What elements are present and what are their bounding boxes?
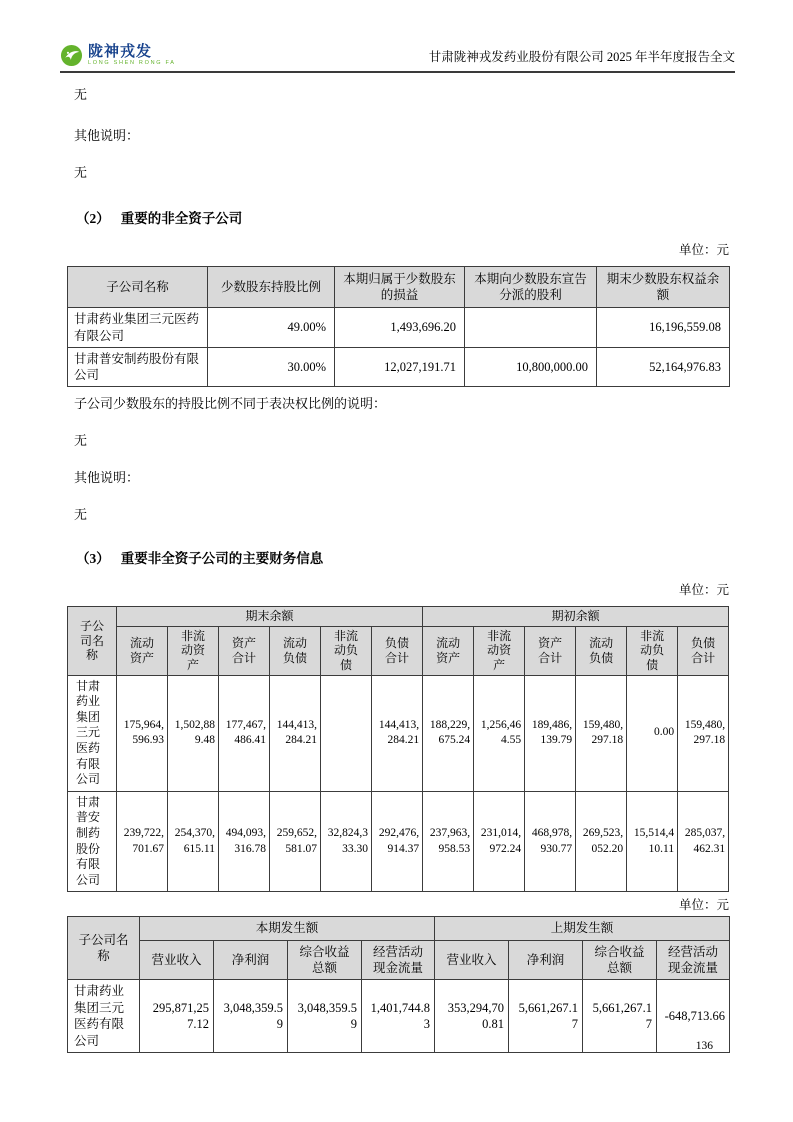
unit-label-1: 单位：元 (678, 242, 729, 257)
table-header-row (68, 266, 730, 308)
col-total-comprehensive-income: 综合收益总额 (288, 940, 362, 980)
value-cell: 5,661,267.17 (509, 980, 583, 1053)
value-cell: 144,413,284.21 (270, 675, 321, 791)
company-logo (60, 44, 176, 67)
value-cell (321, 675, 372, 791)
value-cell: 1,256,464.55 (474, 675, 525, 791)
value-cell: 144,413,284.21 (372, 675, 423, 791)
table-row (68, 980, 730, 1053)
col-operating-cash-flow: 经营活动现金流量 (657, 940, 730, 980)
subsidiary-name-cell: 甘肃药业集团三元医药有限公司 (68, 675, 117, 791)
equity-cell: 16,196,559.08 (597, 308, 730, 348)
col-total-comprehensive-income: 综合收益总额 (583, 940, 657, 980)
value-cell: 285,037,462.31 (678, 791, 729, 892)
corner-subsidiary-name: 子公司名称 (68, 917, 140, 980)
equity-cell: 52,164,976.83 (597, 347, 730, 387)
col-operating-cash-flow: 经营活动现金流量 (362, 940, 435, 980)
value-cell: 292,476,914.37 (372, 791, 423, 892)
section-2-title: 重要的非全资子公司 (120, 210, 243, 226)
value-cell: 353,294,700.81 (435, 980, 509, 1053)
logo-text (88, 44, 176, 67)
none-text-3: 无 (74, 433, 88, 449)
section-3-title: 重要非全资子公司的主要财务信息 (120, 551, 324, 567)
ratio-cell: 30.00% (208, 347, 335, 387)
value-cell: 159,480,297.18 (678, 675, 729, 791)
col-noncurrent-liabilities: 非流动负债 (321, 626, 372, 675)
value-cell: 239,722,701.67 (117, 791, 168, 892)
unit-label-2: 单位：元 (678, 583, 729, 598)
subsidiary-balance-table (67, 606, 729, 892)
value-cell: 1,502,889.48 (168, 675, 219, 791)
voting-ratio-note: 子公司少数股东的持股比例不同于表决权比例的说明： (74, 396, 387, 412)
col-noncurrent-assets: 非流动资产 (168, 626, 219, 675)
other-note-label-2: 其他说明： (74, 470, 140, 486)
subsidiary-name-cell: 甘肃药业集团三元医药有限公司 (68, 308, 208, 348)
value-cell: 254,370,615.11 (168, 791, 219, 892)
page-header (60, 0, 735, 73)
subsidiary-name-cell: 甘肃普安制药股份有限公司 (68, 347, 208, 387)
value-cell: 0.00 (627, 675, 678, 791)
unit-label-3: 单位：元 (678, 898, 729, 913)
value-cell: 175,964,596.93 (117, 675, 168, 791)
none-text-2: 无 (74, 164, 88, 180)
value-cell: 259,652,581.07 (270, 791, 321, 892)
table-row (68, 347, 730, 387)
dividend-cell (465, 308, 597, 348)
value-cell: 237,963,958.53 (423, 791, 474, 892)
col-current-assets: 流动资产 (117, 626, 168, 675)
section-3-heading (76, 547, 729, 567)
value-cell: -648,713.66 (657, 980, 730, 1053)
col-current-liabilities: 流动负债 (576, 626, 627, 675)
profit-cell: 12,027,191.71 (335, 347, 465, 387)
profit-cell: 1,493,696.20 (335, 308, 465, 348)
group-beginning-balance: 期初余额 (423, 607, 729, 627)
none-text-1: 无 (74, 87, 88, 102)
value-cell: 15,514,410.11 (627, 791, 678, 892)
col-net-profit: 净利润 (509, 940, 583, 980)
value-cell: 494,093,316.78 (219, 791, 270, 892)
col-total-assets: 资产合计 (219, 626, 270, 675)
col-current-liabilities: 流动负债 (270, 626, 321, 675)
table-row (68, 675, 729, 791)
value-cell: 159,480,297.18 (576, 675, 627, 791)
value-cell: 177,467,486.41 (219, 675, 270, 791)
logo-name-cn: 陇神戎发 (88, 43, 153, 61)
table-row (68, 791, 729, 892)
page-number: 136 (695, 1040, 713, 1052)
col-total-liabilities: 负债合计 (678, 626, 729, 675)
value-cell: 32,824,333.30 (321, 791, 372, 892)
group-ending-balance: 期末余额 (117, 607, 423, 627)
group-current-period: 本期发生额 (140, 917, 435, 940)
value-cell: 189,486,139.79 (525, 675, 576, 791)
col-minority-profit: 本期归属于少数股东的损益 (335, 266, 465, 308)
col-operating-revenue: 营业收入 (140, 940, 214, 980)
col-current-assets: 流动资产 (423, 626, 474, 675)
col-noncurrent-assets: 非流动资产 (474, 626, 525, 675)
col-ending-equity: 期末少数股东权益余额 (597, 266, 730, 308)
other-note-label-1: 其他说明： (74, 127, 140, 143)
group-prior-period: 上期发生额 (435, 917, 730, 940)
logo-name-en: LONG SHEN RONG FA (88, 60, 176, 67)
col-operating-revenue: 营业收入 (435, 940, 509, 980)
value-cell: 468,978,930.77 (525, 791, 576, 892)
value-cell: 5,661,267.17 (583, 980, 657, 1053)
table-subheader-row (68, 626, 729, 675)
value-cell: 295,871,257.12 (140, 980, 214, 1053)
subsidiary-name-cell: 甘肃普安制药股份有限公司 (68, 791, 117, 892)
col-total-liabilities: 负债合计 (372, 626, 423, 675)
col-declared-dividend: 本期向少数股东宣告分派的股利 (465, 266, 597, 308)
table-group-header-row (68, 607, 729, 627)
section-2-heading (76, 207, 729, 227)
report-title: 甘肃陇神戎发药业股份有限公司 2025 年半年度报告全文 (428, 50, 735, 64)
subsidiary-income-table (67, 916, 730, 1053)
table-subheader-row (68, 940, 730, 980)
dividend-cell: 10,800,000.00 (465, 347, 597, 387)
table-group-header-row (68, 917, 730, 940)
section-3-number: （3） (76, 551, 110, 567)
col-minority-ratio: 少数股东持股比例 (208, 266, 335, 308)
logo-bird-icon (60, 44, 83, 67)
none-text-4: 无 (74, 507, 88, 523)
col-noncurrent-liabilities: 非流动负债 (627, 626, 678, 675)
value-cell: 188,229,675.24 (423, 675, 474, 791)
table-row (68, 308, 730, 348)
value-cell: 3,048,359.59 (214, 980, 288, 1053)
minority-interest-table (67, 266, 730, 388)
subsidiary-name-cell: 甘肃药业集团三元医药有限公司 (68, 980, 140, 1053)
value-cell: 269,523,052.20 (576, 791, 627, 892)
value-cell: 231,014,972.24 (474, 791, 525, 892)
value-cell: 1,401,744.83 (362, 980, 435, 1053)
corner-subsidiary-name: 子公司名称 (68, 607, 117, 676)
ratio-cell: 49.00% (208, 308, 335, 348)
col-net-profit: 净利润 (214, 940, 288, 980)
value-cell: 3,048,359.59 (288, 980, 362, 1053)
col-subsidiary-name: 子公司名称 (68, 266, 208, 308)
col-total-assets: 资产合计 (525, 626, 576, 675)
section-2-number: （2） (76, 210, 110, 226)
